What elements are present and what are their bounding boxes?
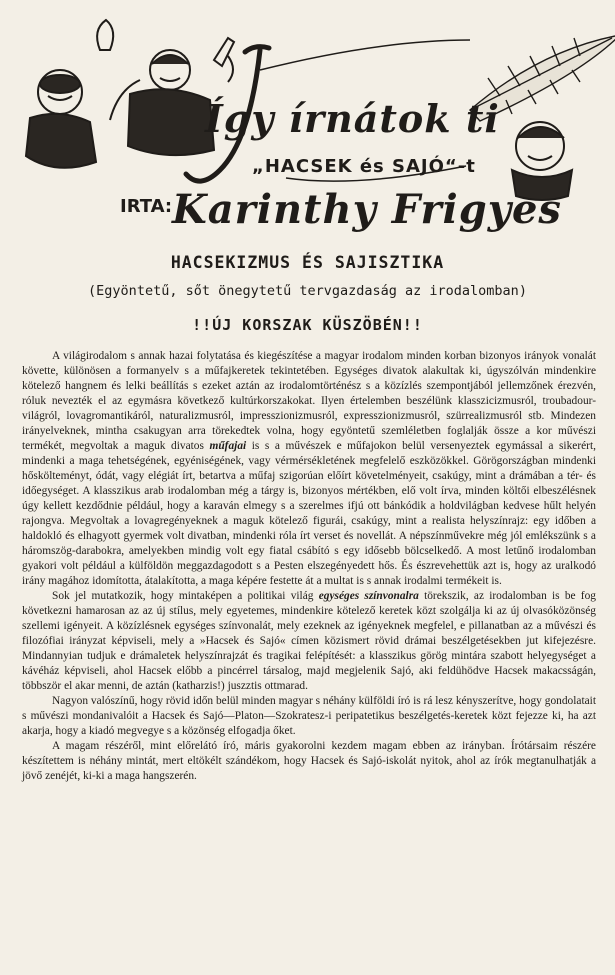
header-illustration <box>0 0 615 248</box>
emphasis-text: egységes színvonalra <box>318 590 419 602</box>
emphasis-text: műfajai <box>209 440 247 452</box>
paragraph <box>22 739 596 784</box>
byline-label: IRTA: <box>120 196 173 217</box>
paragraph-text: A világirodalom s annak hazai folytatása és kiegészítése a magyar irodalom minden korban bizonyos irányok vonalát követte, különösen a formanyelv s a műfajkeretek tekintetében. Egységes divatok alakultak ki, úgyszólván mindenkire kötelező hangnem és lelki beállítás s ezeket aztán az irodalomtörténész s a közízlés szempontjából jellemzőnek érezvén, róluk nevezték el az egymásra következő kultúrkorszakokat. Ilyen értelemben beszélünk klasszicizmusról, troubadour-világról, lovagromantikáról, naturalizmusról, impresszionizmusról, expresszionizmusról, szürrealizmusról stb. Mindezen irányelveknek, mintha csakugyan arra törekedtek volna, hogy egyöntetű szemléletben foglalják össze a kor művészi termékét, megvoltak a maguk divatos <box>22 350 596 452</box>
paragraph <box>22 589 596 694</box>
comic-subtitle: „HACSEK és SAJÓ“-t <box>252 156 476 177</box>
article-tagline: !!ÚJ KORSZAK KÜSZÖBÉN!! <box>192 316 423 334</box>
paragraph-text: A magam részéről, mint előrelátó író, máris gyakorolni kezdem magam ebben az irányban. Írótársaim részére készítettem is néhány mintát, mert eltökélt szándékom, hogy Hacsek és Sajó-iskolát nyitok, ahol az írók megtanulhatják a jövő zenéjét, ki-ki a maga hangszerén. <box>22 740 596 782</box>
article-subheading: (Egyöntetű, sőt önegytetű tervgazdaság az irodalomban) <box>88 283 527 299</box>
caricature-figures <box>26 20 234 168</box>
paragraph-text: is s a művészek e műfajokon belül versenyeztek egymással a sikerért, mindenki a maga tehetségének, egyéniségének, vagy vérmérsékletének megfelelő eszközökkel. Görögországban mindenki hőskölteményt, ódát, vagy elégiát írt, betartva a műfaj szigorúan előírt követelményeit, csakúgy, mint a drámában a tér- és időegységet. A klasszikus arab irodalomban még a tárgy is, bizonyos mértékben, elő volt írva, minden költői elbeszélésnek úgy kellett kezdődnie például, hogy a karaván elmegy s a szerelmes ifjú ott bánkódik a holdvilágban kedvese hűlt helyén rajongva. Megvoltak a lovagregényeknek a maguk kötelező figurái, csakúgy, mint a realista helyszínrajz: egy időben a haldokló és elhagyott gyermek volt divatban, mindenki róla írt verset és novellát. A népszínművekre még jól emlékszünk s a háromszög-darabokra, amelyekben mindig volt egy fiatal csábító s egy idősebb bölcselkedő. A most letűnő irodalomban gyakori volt például a külföldön meggazdagodott s a Pesten elszegényedett hős. És észrevehettük azt is, hogy az uralkodó irány magához idomította, átalakította, a maga képére festette át a multat is s annak irodalmi termékeit is. <box>22 440 596 587</box>
paragraph-text: törekszik, az irodalomban is be fog következni hamarosan az az új stílus, mely egyetemes, mindenkire kötelező keretek közt szolgálja ki az új olvasóközönség szellemi igényeit. A közízlésnek egységes színvonalát, mely ezeknek az igényeknek megfelel, e pillanatban az a művészi és filozófiai irányzat képviseli, mely a »Hacsek és Sajó« címen közismert rövid drámai beszélgetésekben jut kifejezésre. Mindannyian tudjuk e drámaletek helyszínrajzát és tragikai felépítését: a klasszikus görög mintára szabott helyegységet a kávéház képviseli, ahol Hacsek előbb a pincérrel társalog, majd megjelenik Sajó, aki feldühödve Hacsek makacsságán, többször el akar menni, de aztán (katharzis!) juszztis ottmarad. <box>22 590 596 692</box>
article-heading: HACSEKIZMUS ÉS SAJISZTIKA <box>170 253 445 272</box>
paragraph-text: Sok jel mutatkozik, hogy mintaképen a politikai világ <box>52 590 319 602</box>
author-name: Karinthy Frigyes <box>172 186 562 233</box>
paragraph <box>22 349 596 589</box>
comic-title: Így írnátok ti <box>205 96 500 141</box>
article-body <box>22 349 596 784</box>
paragraph <box>22 694 596 739</box>
paragraph-text: Nagyon valószínű, hogy rövid időn belül minden magyar s néhány külföldi író is rá lesz kényszerítve, hogy gondolatait s művészi mondanivalóit a Hacsek és Sajó—Platon—Szokratesz-i peripatetikus beszélgetés-keretek közt fejezze ki, ha azt akarja, hogy a kiadó megvegye s a közönség elfogadja őket. <box>22 695 596 737</box>
